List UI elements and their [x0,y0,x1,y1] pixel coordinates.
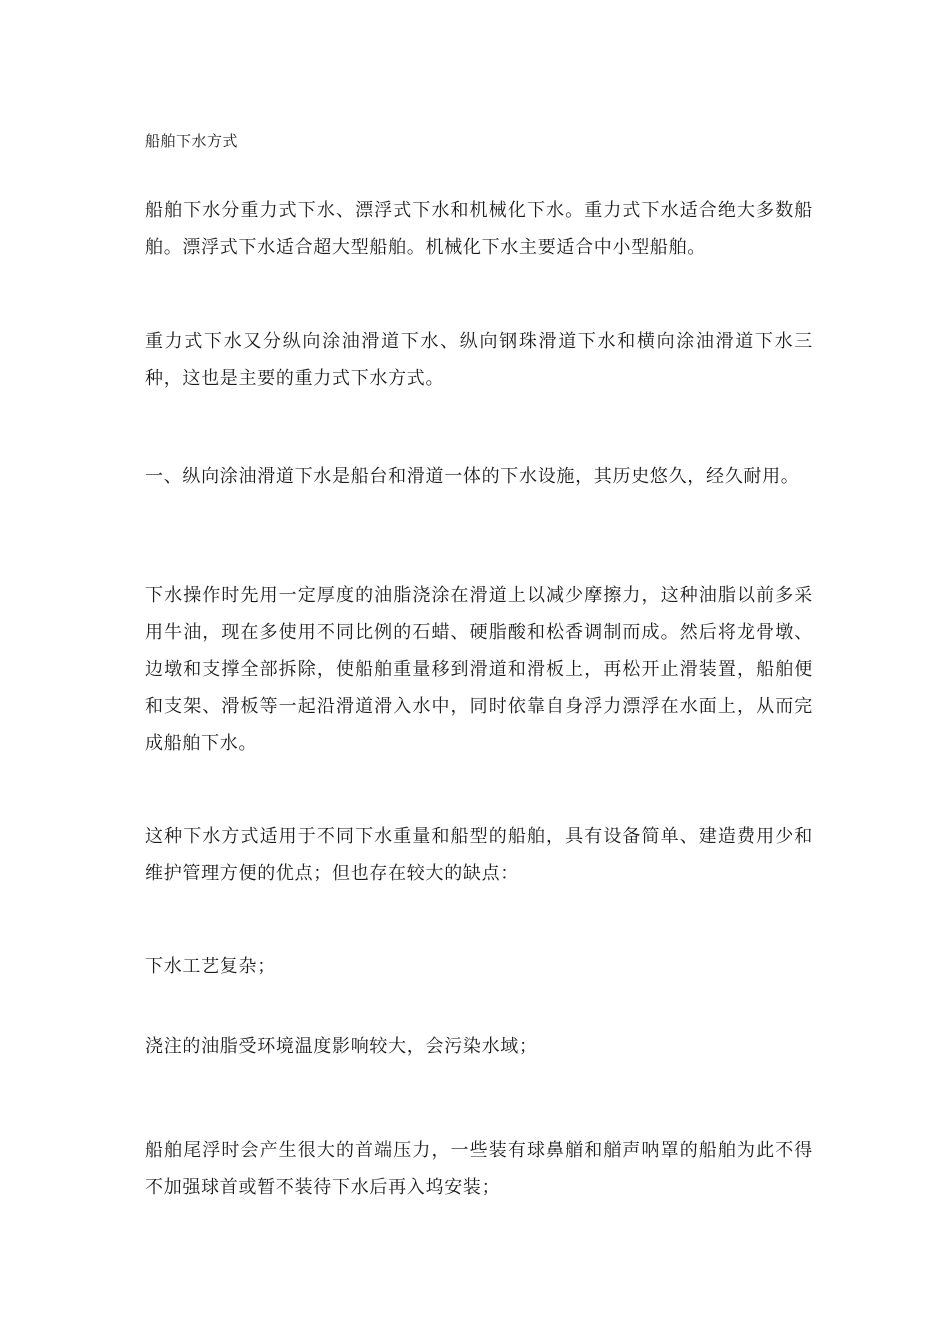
paragraph-drawback-complex: 下水工艺复杂； [145,956,276,977]
paragraph-longitudinal-greased: 一、纵向涂油滑道下水是船台和滑道一体的下水设施，其历史悠久，经久耐用。 [145,466,800,487]
paragraph-drawback-grease: 浇注的油脂受环境温度影响较大，会污染水域； [145,1036,538,1057]
paragraph-gravity-launch: 重力式下水又分纵向涂油滑道下水、纵向钢珠滑道下水和横向涂油滑道下水三种，这也是主要的重力式下水方式。 [145,331,813,389]
paragraph-drawback-bow-pressure: 船舶尾浮时会产生很大的首端压力，一些装有球鼻艏和艏声呐罩的船舶为此不得不加强球首或暂不装待下水后再入坞安装； [145,1140,813,1198]
document-title: 船舶下水方式 [145,132,239,150]
paragraph-launch-procedure: 下水操作时先用一定厚度的油脂浇涂在滑道上以减少摩擦力，这种油脂以前多采用牛油，现在多使用不同比例的石蜡、硬脂酸和松香调制而成。然后将龙骨墩、边墩和支撑全部拆除，使船舶重量移到滑道和滑板上，再松开止滑装置，船舶便和支架、滑板等一起沿滑道滑入水中，同时依靠自身浮力漂浮在水面上，从而完成船舶下水。 [145,585,813,754]
paragraph-launch-types: 船舶下水分重力式下水、漂浮式下水和机械化下水。重力式下水适合绝大多数船舶。漂浮式下水适合超大型船舶。机械化下水主要适合中小型船舶。 [145,200,813,258]
paragraph-advantages: 这种下水方式适用于不同下水重量和船型的船舶，具有设备简单、建造费用少和维护管理方便的优点；但也存在较大的缺点： [145,826,813,884]
